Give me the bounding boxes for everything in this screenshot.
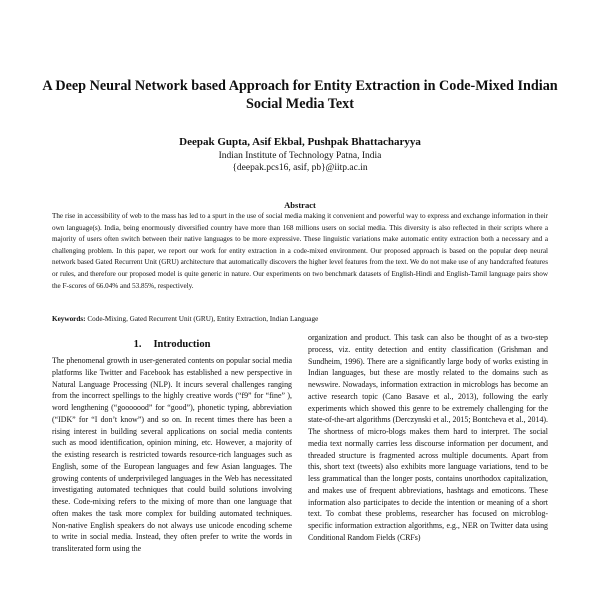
abstract-heading: Abstract (284, 200, 316, 210)
author-email: {deepak.pcs16, asif, pb}@iitp.ac.in (232, 163, 368, 173)
intro-paragraph-right: organization and product. This task can also be thought of as a two-step process, viz. entity detection and entity classification (Grishman and Sundheim, 1996). There are a significantly large body of works existing in Indian languages, but these are mostly related to the domains such as newswire. Nowadays, information extraction in microblogs has become an active research topic (Cano Basave et al., 2013), following the early experiments which showed this genre to be extremely challenging for the state-of-the-art algorithms (Derczynski et al., 2015; Bontcheva et al., 2014). The shortness of micro-blogs makes them hard to interpret. The social media text normally carries less discourse information per document, and threaded structure is fragmented across multiple documents. Apart from this, short text (tweets) also exhibits more language variations, tend to be less grammatical than the longer posts, contains unorthodox capitalization, and makes use of frequent abbreviations, hashtags and emoticons. These information also participates to decide the intention or meaning of a short text. To combat these problems, researcher has focused on microblog-specific information extraction algorithms, e.g., NER on Twitter data using Conditional Random Fields (CRFs) (308, 333, 548, 542)
intro-paragraph-left: The phenomenal growth in user-generated contents on popular social media platforms like Twitter and Facebook has established a new perspective in Natural Language Processing (NLP). It incurs several challenges ranging from the incorrect spellings to the highly creative words (“f9” for “fine” ), word lengthening (“gooooood” for “good”), phonetic typing, abbreviation (“IDK” for “I don’t know”) and so on. In recent times there has been a rising interest in building several applications on social media contents such as mood identification, opinion mining, etc. However, a majority of the existing research is restricted towards resource-rich languages such as English, some of the European languages and few Asian languages. The growing contents of underprivileged languages in the Web has necessitated investigating automated techniques that could build solutions involving these. Code-mixing refers to the mixing of more than one language that often makes the task more complex for building automated techniques. Non-native English speakers do not always use unicode encoding scheme to write in social media. Instead, they often prefer to write the words in transliterated form using the (52, 356, 292, 553)
author-list: Deepak Gupta, Asif Ekbal, Pushpak Bhattacharyya (179, 136, 421, 148)
affiliation-block (40, 150, 560, 174)
keywords-line (52, 314, 548, 325)
keywords-label: Keywords: (52, 315, 86, 323)
section-number: 1. (133, 339, 142, 350)
intro-right-column (308, 332, 548, 600)
abstract-text: The rise in accessibility of web to the mass has led to a spurt in the use of social media making it convenient and powerful way to express and exchange information in their own language(s). India, being enormously diversified country have more than 168 millions users on social media. This diversity is also reflected in their scripts where a majority of users often switch between their native languages to be more expressive. These linguistic variations make automatic entity extraction both a necessary and a challenging problem. In this paper, we report our work for entity extraction in a code-mixed environment. Our proposed approach is based on the popular deep neural network based Gated Recurrent Unit (GRU) architecture that automatically discovers the higher level features from the text. We do not make use of any handcrafted features or rules, and therefore our proposed model is quite generic in nature. Our experiments on two benchmark datasets of English-Hindi and English-Tamil language pairs show the F-scores of 66.04% and 53.85%, respectively. (52, 212, 548, 290)
paper-title: A Deep Neural Network based Approach for Entity Extraction in Code-Mixed Indian Social Media Text (42, 78, 558, 112)
intro-left-column (52, 355, 292, 600)
affiliation: Indian Institute of Technology Patna, India (218, 151, 382, 161)
section-heading (52, 338, 292, 352)
section-title: Introduction (153, 339, 211, 350)
keywords-text: Code-Mixing, Gated Recurrent Unit (GRU), Entity Extraction, Indian Language (87, 315, 319, 323)
